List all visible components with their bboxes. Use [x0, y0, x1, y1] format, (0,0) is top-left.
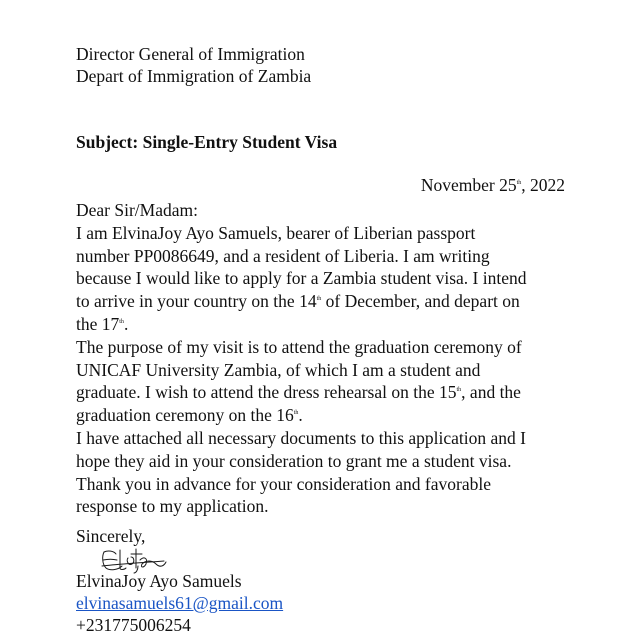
body-text: .: [298, 405, 303, 426]
sender-phone: +231775006254: [76, 615, 191, 635]
body-line: number PP0086649, and a resident of Liberia. I am writing: [76, 245, 490, 266]
body-line: [76, 290, 576, 313]
body-line: Thank you in advance for your consideration and favorable: [76, 473, 491, 494]
letter-body: [76, 199, 576, 518]
ordinal-suffix: th: [293, 410, 299, 417]
body-text: graduation ceremony on the 16: [76, 405, 294, 426]
ordinal-suffix: th: [316, 296, 322, 303]
body-text: of December, and depart on: [321, 291, 520, 312]
ordinal-suffix: th: [119, 318, 124, 325]
body-line: hope they aid in your consideration to grant me a student visa.: [76, 450, 512, 471]
body-line: The purpose of my visit is to attend the graduation ceremony of: [76, 336, 522, 357]
body-line: response to my application.: [76, 496, 269, 517]
email-link[interactable]: elvinasamuels61@gmail.com: [76, 593, 284, 613]
body-text: the 17: [76, 313, 120, 334]
body-line: I am ElvinaJoy Ayo Samuels, bearer of Liberian passport: [76, 222, 476, 243]
body-text: to arrive in your country on the 14: [76, 291, 317, 312]
body-line: because I would like to apply for a Zambia student visa. I intend: [76, 268, 527, 289]
date-ordinal: th: [516, 180, 522, 186]
body-text: .: [123, 313, 129, 334]
body-line: I have attached all necessary documents to this application and I: [76, 427, 526, 448]
body-line: UNICAF University Zambia, of which I am a student and: [76, 359, 481, 380]
letter-date: [421, 174, 565, 196]
date-prefix: November 25: [420, 175, 517, 195]
recipient-name: Director General of Immigration: [76, 44, 305, 64]
salutation: Dear Sir/Madam:: [76, 200, 198, 220]
recipient-department: Depart of Immigration of Zambia: [76, 66, 312, 86]
ordinal-suffix: th: [456, 387, 462, 394]
body-line: [76, 381, 576, 404]
closing: Sincerely,: [76, 526, 146, 546]
date-suffix: , 2022: [521, 175, 565, 195]
body-text: , and the: [461, 382, 521, 403]
sender-name: ElvinaJoy Ayo Samuels: [76, 571, 242, 591]
body-text: graduate. I wish to attend the dress rehearsal on the 15: [76, 382, 457, 403]
sender-email-line: [76, 592, 283, 614]
subject-line: Subject: Single-Entry Student Visa: [76, 132, 338, 152]
body-line: [76, 404, 576, 427]
body-line: [76, 313, 576, 336]
